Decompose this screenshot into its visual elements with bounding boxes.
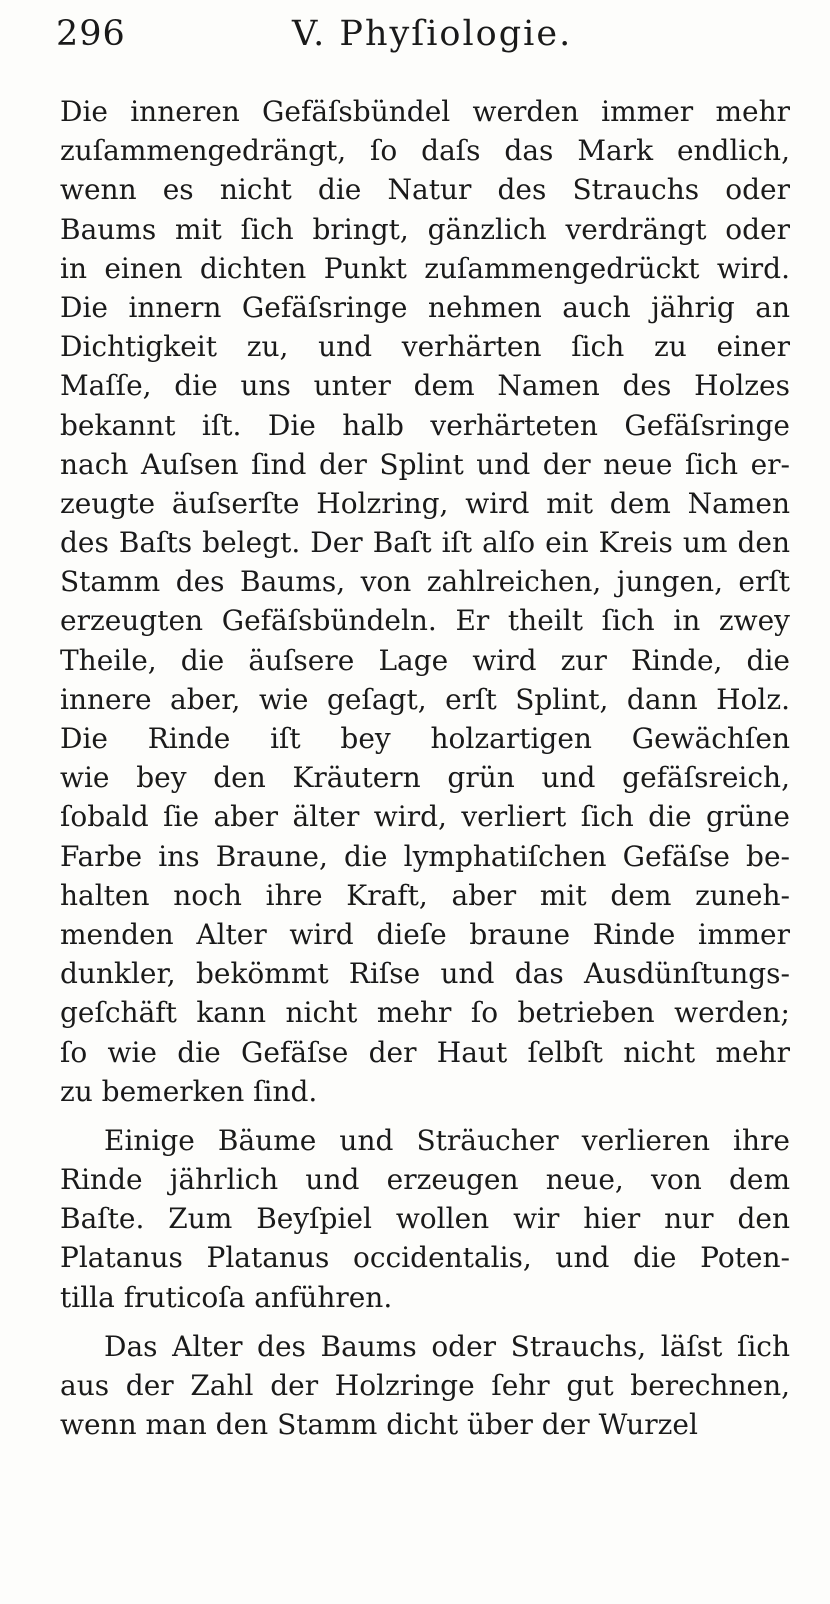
text-line: wenn es nicht die Natur des Strauchs oder — [60, 173, 790, 207]
page-number: 296 — [56, 14, 126, 54]
paragraph — [60, 1327, 790, 1445]
text-line: Baums mit ſich bringt, gänzlich verdrängt oder — [60, 212, 790, 246]
text-line: Das Alter des Baums oder Strauchs, läſst ſich — [104, 1329, 790, 1363]
text-line: Die innern Gefäſsringe nehmen auch jährig an — [60, 290, 790, 324]
text-line: wenn man den Stamm dicht über der Wurzel — [60, 1408, 698, 1442]
text-line: Die Rinde iſt bey holzartigen Gewächſen — [60, 722, 790, 755]
body-text — [60, 92, 790, 1444]
text-line: Farbe ins Braune, die lymphatiſchen Gefäſse be- — [60, 839, 790, 873]
text-line: dunkler, bekömmt Riſse und das Ausdünſtungs- — [60, 957, 790, 991]
text-line: in einen dichten Punkt zuſammengedrückt wird. — [60, 251, 790, 285]
page-header — [56, 14, 790, 66]
text-line: Dichtigkeit zu, und verhärten ſich zu einer — [60, 330, 790, 364]
text-line: zeugte äuſserſte Holzring, wird mit dem Namen — [60, 486, 790, 520]
text-line: des Baſts belegt. Der Baſt iſt alſo ein Kreis um den — [60, 526, 790, 560]
paragraph — [60, 1121, 790, 1317]
text-line: nach Auſsen ſind der Splint und der neue ſich er- — [60, 447, 790, 481]
text-line: zuſammengedrängt, ſo daſs das Mark endlich, — [60, 134, 790, 168]
running-head: V. Phyſiologie. — [292, 14, 573, 54]
text-line: Maſſe, die uns unter dem Namen des Holzes — [60, 369, 790, 403]
paragraph-gap — [60, 1317, 790, 1327]
text-line: tilla fruticoſa anführen. — [60, 1280, 393, 1314]
text-line: aus der Zahl der Holzringe ſehr gut berechnen, — [60, 1369, 790, 1402]
paragraph-gap — [60, 1111, 790, 1121]
paragraph — [60, 92, 790, 1111]
text-line: geſchäft kann nicht mehr ſo betrieben werden; — [60, 996, 790, 1030]
text-line: Platanus Platanus occidentalis, und die Poten- — [60, 1241, 790, 1275]
text-line: menden Alter wird dieſe braune Rinde immer — [60, 917, 790, 951]
text-line: wie bey den Kräutern grün und gefäſsreich, — [60, 761, 790, 795]
text-line: erzeugten Gefäſsbündeln. Er theilt ſich in zwey — [60, 604, 790, 638]
text-line: Stamm des Baums, von zahlreichen, jungen, erſt — [60, 565, 790, 599]
text-line: Einige Bäume und Sträucher verlieren ihre — [104, 1123, 790, 1157]
text-line: Theile, die äuſsere Lage wird zur Rinde, die — [60, 643, 790, 677]
text-line: Die inneren Gefäſsbündel werden immer mehr — [60, 95, 790, 128]
text-line: Baſte. Zum Beyſpiel wollen wir hier nur den — [60, 1202, 790, 1236]
text-line: halten noch ihre Kraft, aber mit dem zuneh- — [60, 878, 790, 912]
text-line: zu bemerken ſind. — [60, 1074, 318, 1108]
text-line: bekannt iſt. Die halb verhärteten Gefäſsringe — [60, 408, 790, 442]
text-line: innere aber, wie geſagt, erſt Splint, dann Holz. — [60, 682, 790, 716]
text-line: ſobald ſie aber älter wird, verliert ſich die grüne — [60, 800, 790, 834]
text-line: Rinde jährlich und erzeugen neue, von dem — [60, 1163, 790, 1197]
text-line: ſo wie die Gefäſse der Haut ſelbſt nicht mehr — [60, 1035, 790, 1069]
